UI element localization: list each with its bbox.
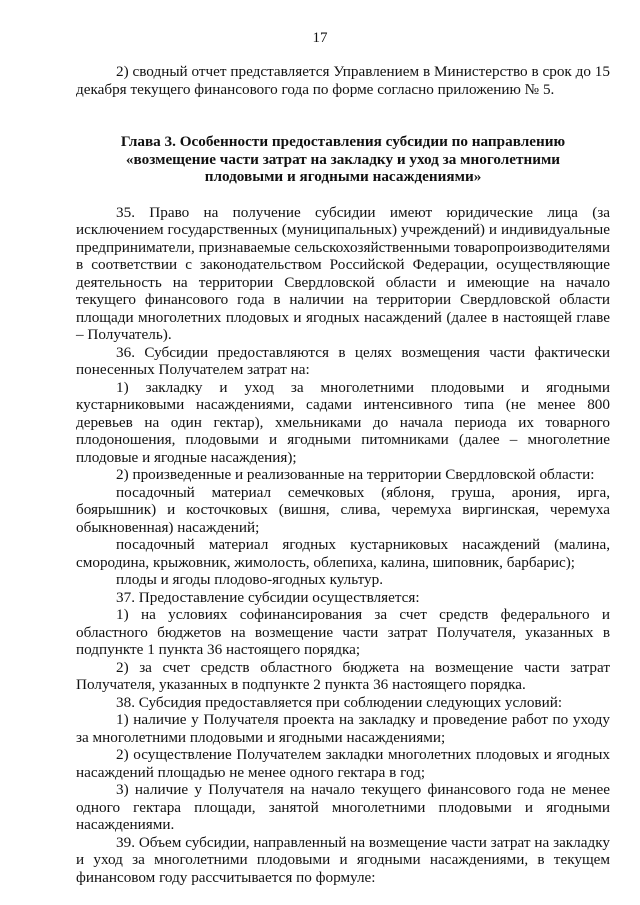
paragraph-38-item-1: 1) наличие у Получателя проекта на закладку и проведение работ по уходу за многолетними плодовыми и ягодными насаждениями; — [76, 711, 610, 746]
paragraph-36-item-1: 1) закладку и уход за многолетними плодовыми и ягодными кустарниковыми насаждениями, садами интенсивного типа (не менее 800 деревьев на один гектар), хмельниками до начала периода их товарного плодоношения, плодовыми и ягодными питомниками (далее – многолетние плодовые и ягодные насаждения); — [76, 378, 610, 466]
paragraph-36-item-2-b: посадочный материал ягодных кустарниковых насаждений (малина, смородина, крыжовник, жимолость, облепиха, калина, шиповник, барбарис); — [76, 536, 610, 571]
paragraph-38-item-3: 3) наличие у Получателя на начало текущего финансового года не менее одного гектара площади, занятой многолетними плодовыми и ягодными насаждениями. — [76, 781, 610, 833]
page-number: 17 — [312, 30, 328, 46]
chapter-heading: Глава 3. Особенности предоставления субсидии по направлению «возмещение части затрат на закладку и уход за многолетними плодовыми и ягодными насаждениями» — [120, 133, 566, 185]
paragraph-38: 38. Субсидия предоставляется при соблюдении следующих условий: — [116, 693, 563, 711]
paragraph-37: 37. Предоставление субсидии осуществляется: — [116, 588, 420, 606]
paragraph-36-item-2-a: посадочный материал семечковых (яблоня, груша, арония, ирга, боярышник) и косточковых (вишня, слива, черемуха виргинская, черемуха обыкновенная) насаждений; — [76, 483, 610, 536]
paragraph-37-item-2: 2) за счет средств областного бюджета на возмещение части затрат Получателя, указанных в подпункте 2 пункта 36 настоящего порядка. — [76, 658, 610, 693]
paragraph-36-item-2: 2) произведенные и реализованные на территории Свердловской области: — [116, 466, 595, 483]
paragraph-37-item-1: 1) на условиях софинансирования за счет средств федерального и областного бюджетов на возмещение части затрат Получателя, указанных в подпункте 1 пункта 36 настоящего порядка; — [76, 606, 610, 658]
paragraph-35: 35. Право на получение субсидии имеют юридические лица (за исключением государственных (муниципальных) учреждений) и индивидуальные предприниматели, признаваемые сельскохозяйственными товаропроизводителями в соответствии с законодательством Российской Федерации, осуществляющие деятельность на территории Свердловской области и имеющие на начало текущего финансового года в наличии на территории Свердловской области площади многолетних плодовых и ягодных насаждений (далее в настоящей главе – Получатель). — [76, 203, 610, 343]
paragraph-36: 36. Субсидии предоставляются в целях возмещения части фактически понесенных Получателем затрат на: — [76, 343, 610, 378]
intro-paragraph: 2) сводный отчет представляется Управлением в Министерство в срок до 15 декабря текущего финансового года по форме согласно приложению № 5. — [76, 63, 610, 98]
document-body — [76, 63, 610, 886]
paragraph-39: 39. Объем субсидии, направленный на возмещение части затрат на закладку и уход за многолетними плодовыми и ягодными насаждениями, в текущем финансовом году рассчитывается по формуле: — [76, 833, 610, 886]
paragraph-38-item-2: 2) осуществление Получателем закладки многолетних плодовых и ягодных насаждений площадью не менее одного гектара в год; — [76, 746, 610, 781]
paragraph-36-item-2-c: плоды и ягоды плодово-ягодных культур. — [116, 571, 384, 588]
